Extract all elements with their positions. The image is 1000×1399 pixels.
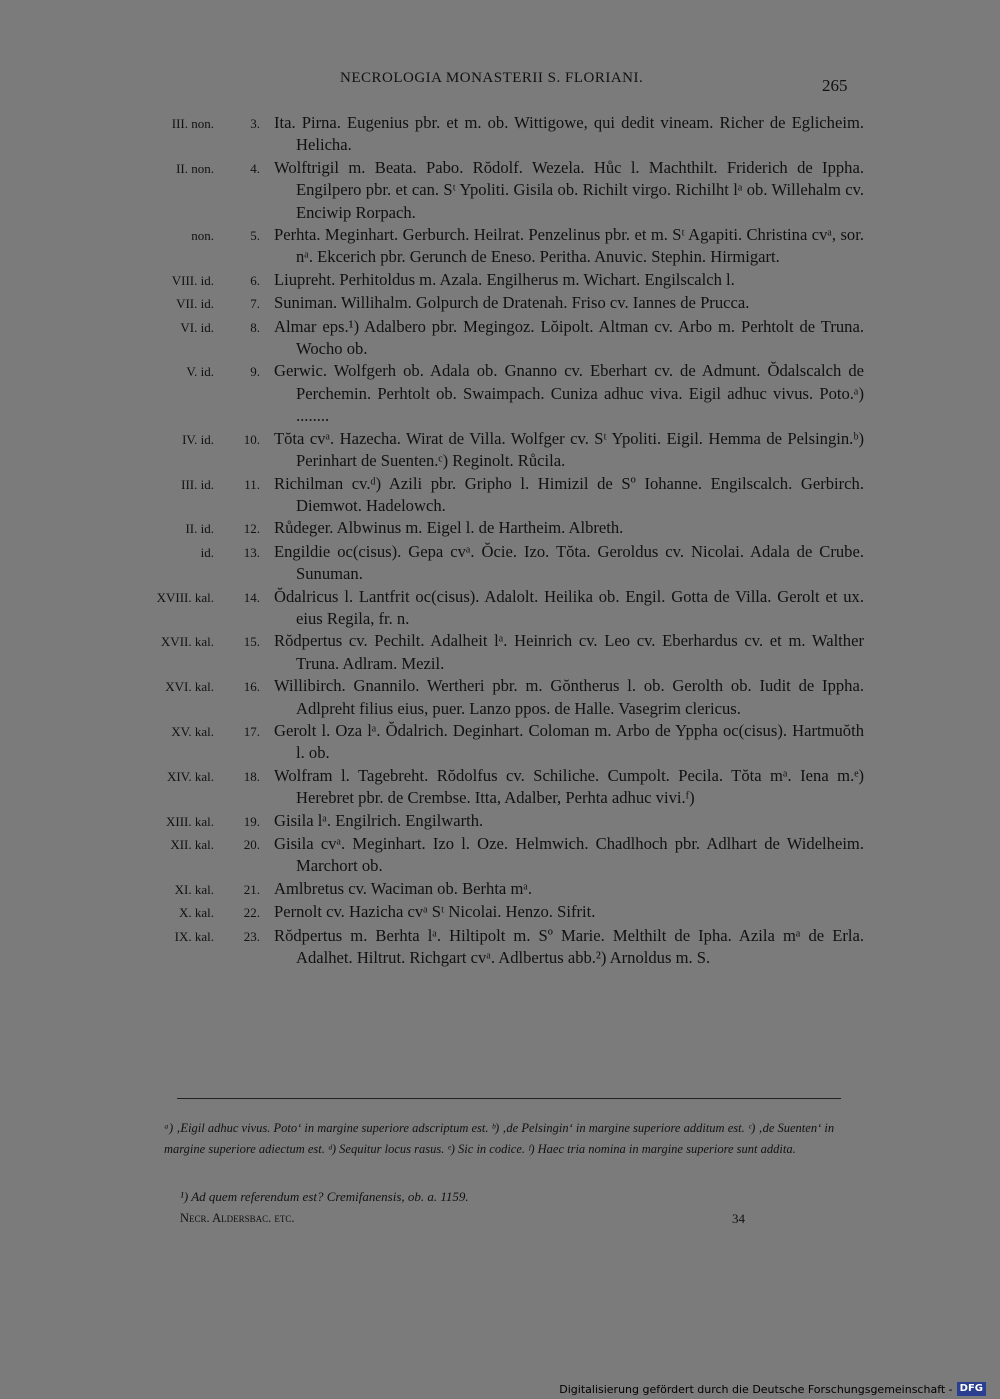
necrology-entry: [0, 473, 1000, 518]
entry-text: Suniman. Willihalm. Golpurch de Dratenah. Friso cv. Iannes de Prucca.: [274, 293, 750, 313]
entry-day-number: 15.: [243, 634, 260, 650]
entry-day-number: 17.: [243, 723, 260, 739]
entry-date: VI. id.: [180, 319, 214, 335]
necrology-entry: [0, 360, 1000, 427]
entry-day-number: 7.: [250, 296, 260, 312]
entry-text: Ita. Pirna. Eugenius pbr. et m. ob. Wittigowe, qui dedit vineam. Richer de Eglicheim. Helicha.: [274, 113, 864, 155]
necrology-entry: [0, 878, 1000, 901]
entry-date: XII. kal.: [170, 837, 214, 852]
page-title: NECROLOGIA MONASTERII S. FLORIANI.: [340, 70, 644, 86]
entry-day-number: 20.: [243, 837, 260, 852]
necrology-entry: [0, 586, 1000, 631]
entry-text: Gisila cvᵃ. Meginhart. Izo l. Oze. Helmwich. Chadlhoch pbr. Adlhart de Widelheim. Marchort ob.: [274, 834, 864, 876]
entry-day-number: 6.: [250, 272, 260, 288]
entry-day-number: 23.: [243, 928, 260, 944]
dfg-credit: [559, 1381, 986, 1397]
page-number: 265: [822, 76, 848, 95]
entry-date: XIII. kal.: [165, 813, 214, 829]
entry-text: Perhta. Meginhart. Gerburch. Heilrat. Penzelinus pbr. et m. Sᵗ Agapiti. Christina cvᵃ, sor. nᵃ. Ekcerich pbr. Gerunch de Eneso. Peritha. Anuvic. Stephin. Hirmigart.: [274, 225, 864, 267]
entry-day-number: 14.: [243, 589, 260, 605]
entry-date: III. non.: [171, 116, 214, 131]
entry-date: XI. kal.: [174, 881, 214, 897]
necrology-entry: [0, 541, 1000, 586]
entry-text: Richilman cv.ᵈ) Azili pbr. Gripho l. Himizil de Sº Iohanne. Engilscalch. Gerbirch. Diemwot. Hadelowch.: [274, 473, 864, 515]
entry-day-number: 11.: [244, 476, 260, 492]
entry-text: Engildie oc(cisus). Gepa cvᵃ. Ŏcie. Izo. Tŏta. Geroldus cv. Nicolai. Adala de Crube. Sunuman.: [274, 541, 864, 584]
entry-day-number: 8.: [250, 319, 260, 335]
entry-text: Rŏdpertus m. Berhta lᵃ. Hiltipolt m. Sº Marie. Melthilt de Ipha. Azila mᵃ de Erla. Adalhet. Hiltrut. Richgart cvᵃ. Adlbertus abb.²) Arnoldus m. S.: [274, 925, 864, 968]
entry-day-number: 21.: [243, 881, 260, 897]
necrology-entry: [0, 157, 1000, 224]
entry-text: Gerwic. Wolfgerh ob. Adala ob. Gnanno cv. Eberhart cv. de Admunt. Ŏdalscalch de Perchemin. Perhtolt ob. Swaimpach. Cuniza adhuc viva. Eigil adhuc vivus. Poto.ᵃ) ........: [274, 361, 864, 426]
entry-day-number: 12.: [243, 521, 260, 537]
entry-text: Liupreht. Perhitoldus m. Azala. Engilherus m. Wichart. Engilscalch l.: [274, 269, 735, 289]
necrology-entry: [0, 630, 1000, 675]
dfg-logo-icon: DFG: [957, 1382, 986, 1396]
footnote-numbered: ¹) Ad quem referendum est? Cremifanensis, ob. a. 1159.: [180, 1189, 469, 1204]
entry-text: Willibirch. Gnannilo. Wertheri pbr. m. Gŏntherus l. ob. Gerolth ob. Iudit de Ippha. Adlpreht filius eius, puer. Lanzo ppos. de Halle. Vasegrim clericus.: [274, 676, 864, 718]
running-header: [0, 70, 1000, 94]
necrology-entry: [0, 292, 1000, 315]
entry-day-number: 13.: [243, 544, 260, 560]
necrology-entry: [0, 269, 1000, 292]
entry-text: Wolftrigil m. Beata. Pabo. Rŏdolf. Wezela. Hůc l. Machthilt. Friderich de Ippha. Engilpero pbr. et can. Sᵗ Ypoliti. Gisila ob. Richilt virgo. Richilht lᵃ ob. Willehalm cv. Enciwip Rorpach.: [274, 157, 864, 222]
entry-day-number: 10.: [243, 431, 260, 447]
necrology-entry: [0, 224, 1000, 269]
entry-text: Gisila lᵃ. Engilrich. Engilwarth.: [274, 810, 484, 830]
entry-text: Tŏta cvᵃ. Hazecha. Wirat de Villa. Wolfger cv. Sᵗ Ypoliti. Eigil. Hemma de Pelsingin.ᵇ) Perinhart de Suenten.ᶜ) Reginolt. Růcila.: [274, 428, 864, 471]
entry-day-number: 9.: [250, 364, 260, 380]
necrology-entry: [0, 675, 1000, 720]
entry-text: Ŏdalricus l. Lantfrit oc(cisus). Adalolt. Heilika ob. Engil. Gotta de Villa. Gerolt et ux. eius Regila, fr. n.: [274, 586, 864, 628]
entry-date: XIV. kal.: [166, 768, 214, 784]
necrology-entry: [0, 517, 1000, 540]
entry-text: Amlbretus cv. Waciman ob. Berhta mᵃ.: [274, 878, 533, 898]
necrology-entry: [0, 112, 1000, 157]
entry-text: Wolfram l. Tagebreht. Rŏdolfus cv. Schiliche. Cumpolt. Pecila. Tŏta mᵃ. Iena m.ᵉ) Herebret pbr. de Crembse. Itta, Adalber, Perhta adhuc vivi.ᶠ): [274, 765, 864, 808]
necrology-entries: [0, 112, 1000, 969]
entry-day-number: 5.: [250, 228, 260, 244]
necrology-entry: [0, 720, 1000, 765]
entry-date: V. id.: [186, 364, 214, 380]
necrology-entry: [0, 833, 1000, 878]
dfg-credit-text: Digitalisierung gefördert durch die Deutsche Forschungsgemeinschaft -: [559, 1382, 953, 1396]
entry-day-number: 3.: [250, 116, 260, 131]
entry-date: IX. kal.: [174, 928, 214, 944]
footnote-rule: [177, 1098, 841, 1099]
entry-day-number: 4.: [250, 160, 260, 176]
entry-text: Pernolt cv. Hazicha cvᵃ Sᵗ Nicolai. Henzo. Sifrit.: [274, 902, 596, 922]
entry-date: VII. id.: [176, 296, 214, 312]
entry-date: IV. id.: [182, 431, 214, 447]
entry-day-number: 18.: [243, 768, 260, 784]
necrology-entry: [0, 901, 1000, 924]
entry-text: Růdeger. Albwinus m. Eigel l. de Hartheim. Albreth.: [274, 518, 624, 538]
footnotes-lettered: ᵃ) ‚Eigil adhuc vivus. Poto‘ in margine superiore adscriptum est. ᵇ) ‚de Pelsingin‘ in margine superiore additum est. ᶜ) ‚de Suenten‘ in margine superiore adiectum est. ᵈ) Sequitur locus rasus. ᵉ) Sic in codice. ᶠ) Haec tria nomina in margine superiore sunt addita.: [164, 1121, 835, 1156]
entry-day-number: 22.: [243, 905, 260, 921]
entry-date: X. kal.: [178, 905, 214, 921]
entry-date: non.: [191, 228, 214, 244]
entry-date: II. non.: [176, 160, 214, 176]
entry-date: XVII. kal.: [160, 634, 214, 650]
entry-text: Rŏdpertus cv. Pechilt. Adalheit lᵃ. Heinrich cv. Leo cv. Eberhardus cv. et m. Walther Truna. Adlram. Mezil.: [274, 631, 864, 673]
necrology-entry: [0, 925, 1000, 970]
entry-date: XV. kal.: [171, 723, 214, 739]
necrology-entry: [0, 316, 1000, 361]
entry-date: III. id.: [181, 476, 214, 492]
entry-date: II. id.: [185, 521, 214, 537]
entry-text: Almar eps.¹) Adalbero pbr. Megingoz. Lŏipolt. Altman cv. Arbo m. Perhtolt de Truna. Wocho ob.: [274, 316, 864, 359]
necrology-entry: [0, 810, 1000, 833]
entry-day-number: 19.: [243, 813, 260, 829]
entry-date: id.: [200, 544, 214, 560]
necrology-entry: [0, 428, 1000, 473]
entry-text: Gerolt l. Oza lᵃ. Ŏdalrich. Deginhart. Coloman m. Arbo de Yppha oc(cisus). Hartmuŏth l. ob.: [274, 720, 864, 763]
necrology-entry: [0, 765, 1000, 810]
entry-day-number: 16.: [243, 679, 260, 695]
entry-date: XVI. kal.: [165, 679, 214, 695]
entry-date: VIII. id.: [171, 272, 214, 288]
signature-number: 34: [732, 1211, 745, 1226]
entry-date: XVIII. kal.: [156, 589, 214, 605]
signature-mark: Necr. Aldersbac. etc.: [180, 1211, 295, 1225]
